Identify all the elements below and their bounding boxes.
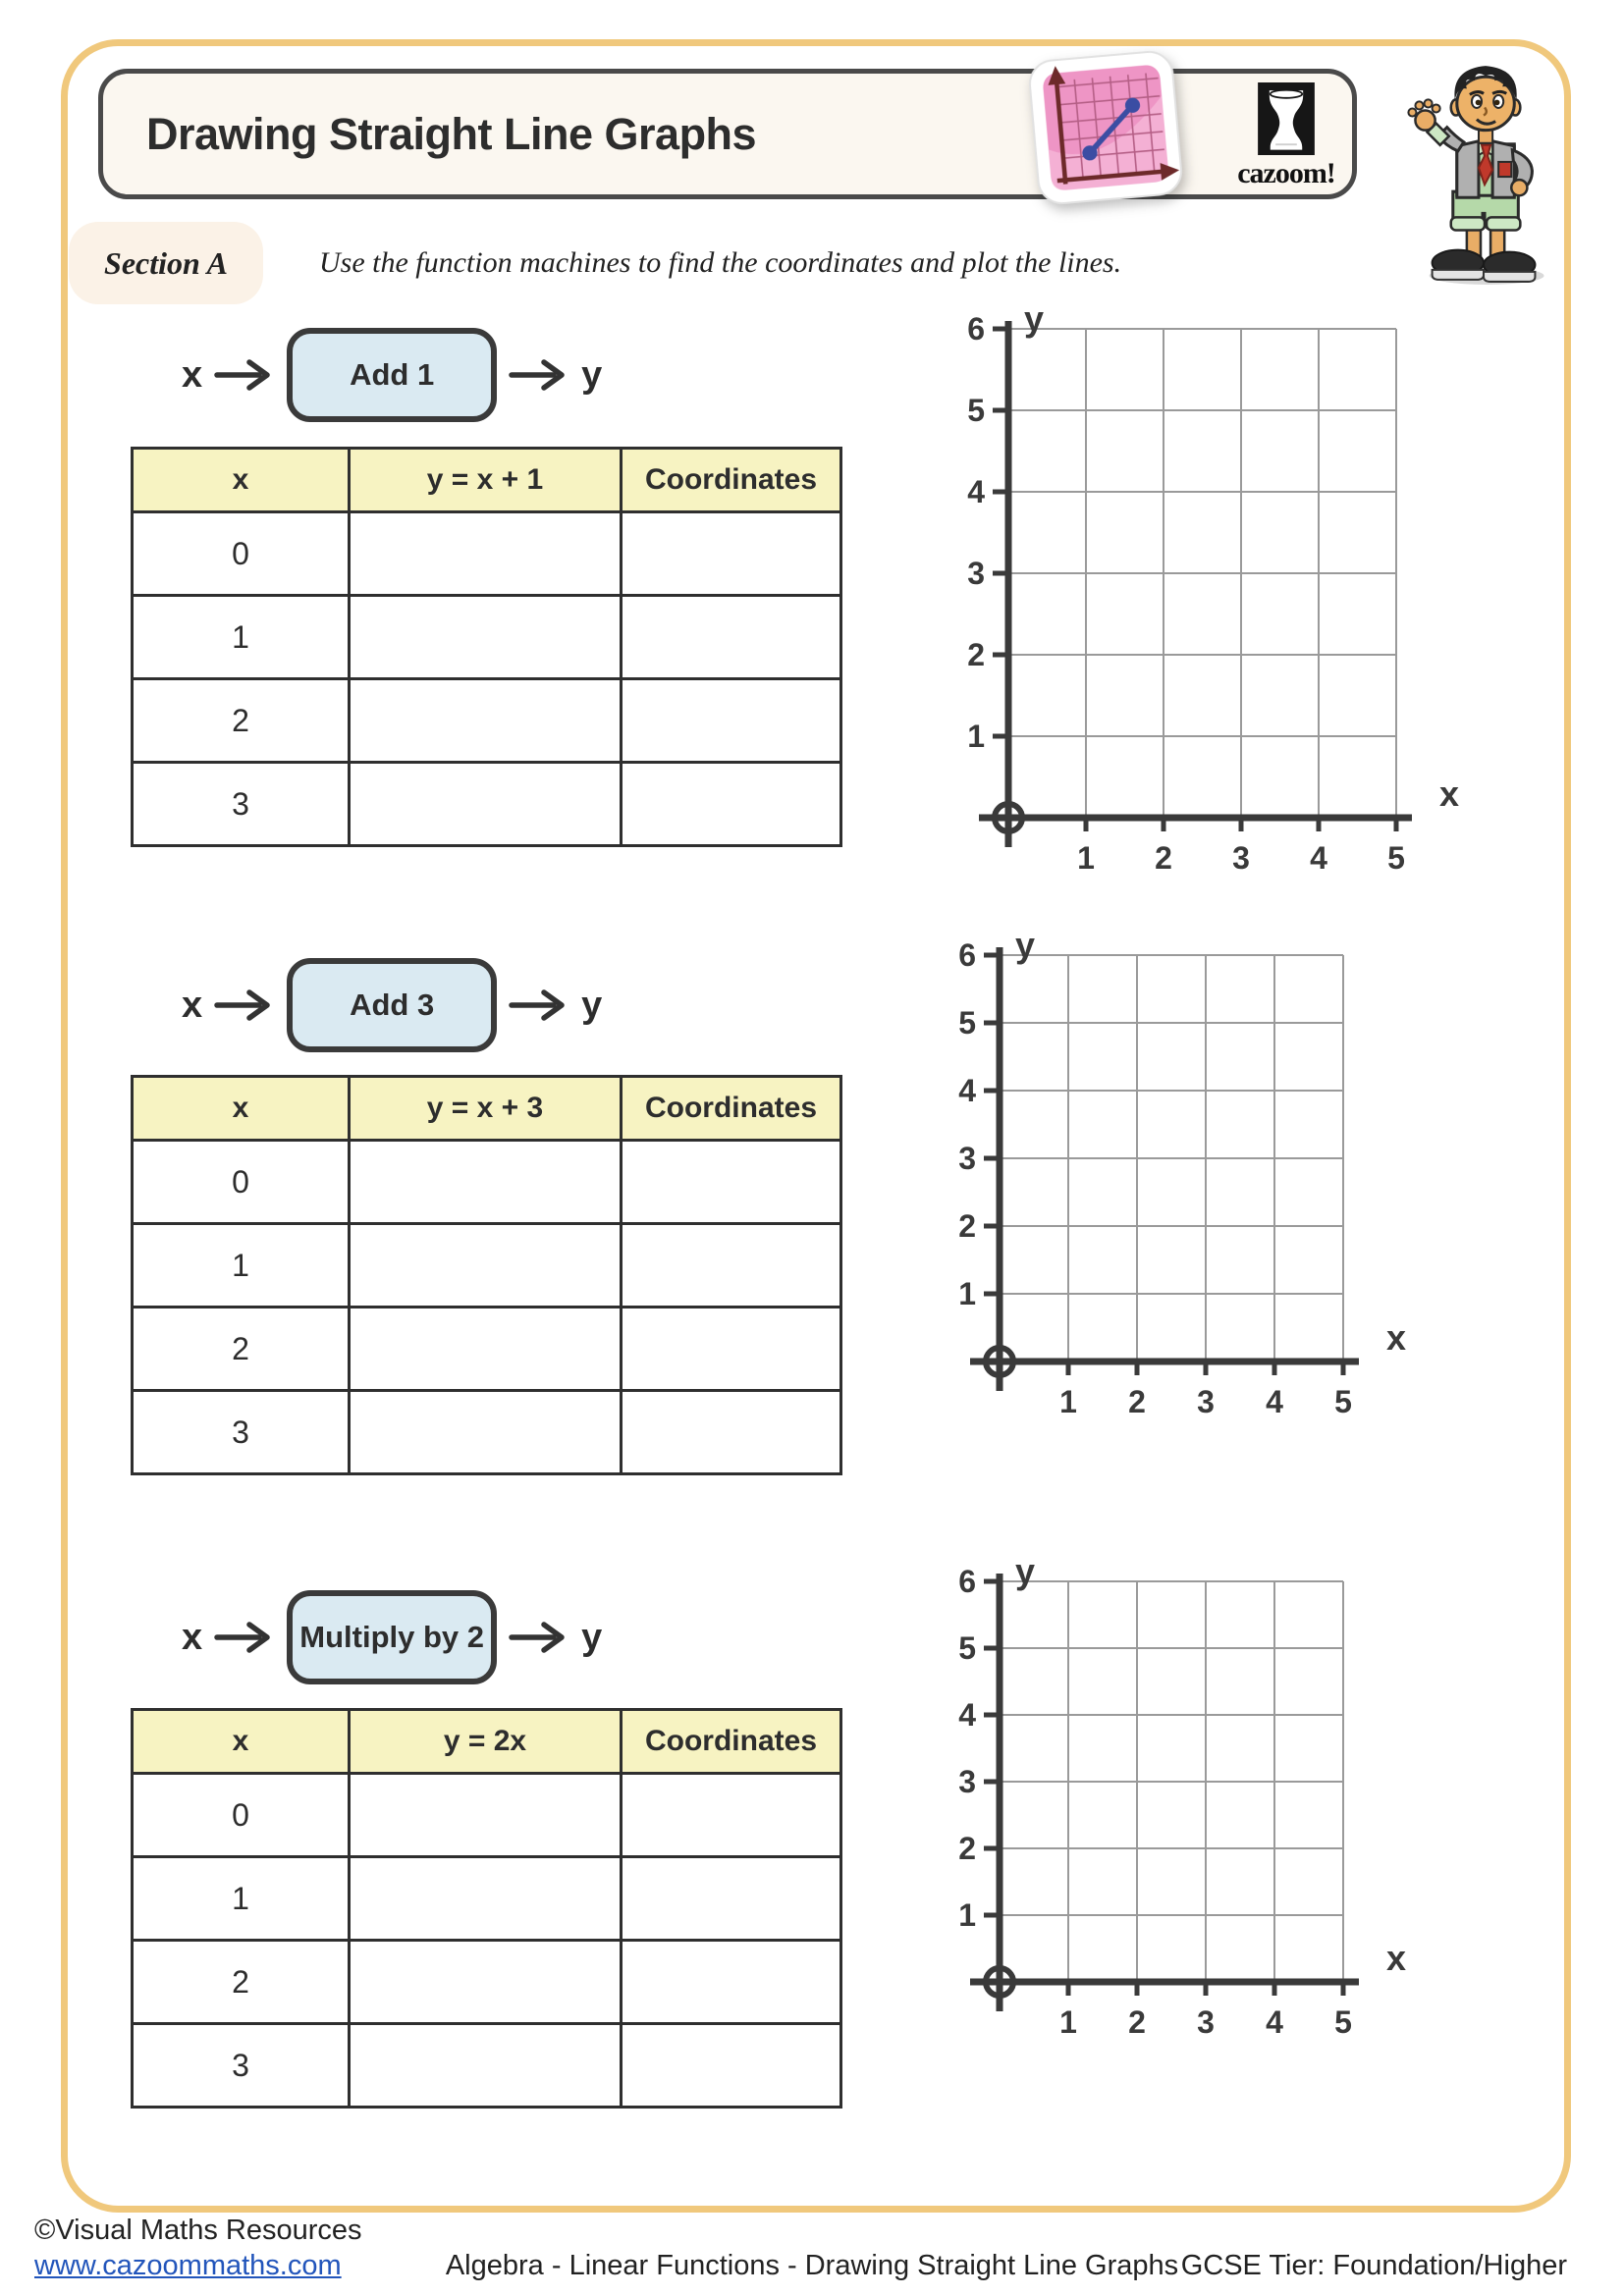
function-machine-box — [287, 1590, 497, 1684]
answer-cell-empty — [622, 1941, 841, 2024]
svg-text:2: 2 — [958, 1208, 976, 1244]
table-row — [133, 1391, 841, 1474]
coordinate-grid-1 — [964, 301, 1473, 879]
table-row — [133, 1774, 841, 1857]
svg-text:x: x — [1439, 774, 1460, 814]
svg-text:1: 1 — [1077, 840, 1095, 876]
answer-cell-empty — [350, 1941, 622, 2024]
svg-text:5: 5 — [967, 393, 985, 428]
svg-text:2: 2 — [1155, 840, 1172, 876]
boy-mascot-illustration — [1392, 51, 1567, 289]
svg-text:1: 1 — [1059, 1384, 1077, 1419]
drum-icon — [1258, 82, 1315, 155]
column-header-x: x — [133, 449, 350, 512]
svg-text:4: 4 — [958, 1697, 976, 1733]
column-header-coordinates: Coordinates — [622, 1710, 841, 1774]
machine-input-label: x — [182, 1616, 203, 1658]
answer-cell-empty — [350, 763, 622, 846]
svg-text:y: y — [1015, 1554, 1036, 1591]
table-header-row — [133, 1077, 841, 1141]
answer-cell-empty — [350, 1224, 622, 1308]
x-value-cell: 0 — [133, 1774, 350, 1857]
x-value-cell: 3 — [133, 1391, 350, 1474]
svg-text:3: 3 — [958, 1764, 976, 1799]
table-row — [133, 1224, 841, 1308]
table-header-row — [133, 449, 841, 512]
svg-text:5: 5 — [1334, 2004, 1352, 2040]
answer-cell-empty — [622, 512, 841, 596]
answer-cell-empty — [622, 1308, 841, 1391]
svg-text:x: x — [1386, 1938, 1407, 1978]
column-header-x: x — [133, 1077, 350, 1141]
machine-output-label: y — [581, 984, 603, 1026]
coordinate-grid-3 — [955, 1554, 1420, 2043]
answer-cell-empty — [350, 2024, 622, 2108]
answer-cell-empty — [350, 1857, 622, 1941]
svg-text:1: 1 — [1059, 2004, 1077, 2040]
svg-text:4: 4 — [967, 474, 985, 509]
machine-input-label: x — [182, 984, 203, 1026]
svg-text:2: 2 — [958, 1831, 976, 1866]
table-row — [133, 763, 841, 846]
svg-text:2: 2 — [1128, 2004, 1146, 2040]
copyright-text: ©Visual Maths Resources — [34, 2215, 362, 2246]
x-value-cell: 2 — [133, 1941, 350, 2024]
machine-operation-label: Multiply by 2 — [299, 1620, 485, 1654]
column-header-rule: y = 2x — [350, 1710, 622, 1774]
svg-text:5: 5 — [958, 1005, 976, 1041]
page-title: Drawing Straight Line Graphs — [146, 108, 757, 159]
table-row — [133, 1141, 841, 1224]
svg-text:5: 5 — [1387, 840, 1405, 876]
machine-output-label: y — [581, 353, 603, 396]
table-row — [133, 1941, 841, 2024]
answer-cell-empty — [622, 679, 841, 763]
values-table-1 — [131, 447, 842, 847]
svg-text:4: 4 — [1266, 1384, 1283, 1419]
answer-cell-empty — [622, 2024, 841, 2108]
arrow-right-icon — [509, 355, 569, 395]
column-header-rule: y = x + 3 — [350, 1077, 622, 1141]
svg-text:y: y — [1024, 301, 1045, 339]
column-header-coordinates: Coordinates — [622, 1077, 841, 1141]
table-header-row — [133, 1710, 841, 1774]
section-label: Section A — [104, 244, 228, 281]
svg-text:y: y — [1015, 928, 1036, 965]
svg-text:6: 6 — [967, 311, 985, 347]
svg-text:5: 5 — [958, 1630, 976, 1666]
answer-cell-empty — [622, 1224, 841, 1308]
svg-text:3: 3 — [967, 556, 985, 591]
column-header-coordinates: Coordinates — [622, 449, 841, 512]
svg-text:4: 4 — [1310, 840, 1327, 876]
svg-text:3: 3 — [1197, 2004, 1215, 2040]
machine-input-label: x — [182, 353, 203, 396]
svg-text:2: 2 — [967, 637, 985, 672]
section-badge — [69, 222, 263, 304]
function-machine-box — [287, 958, 497, 1052]
x-value-cell: 0 — [133, 512, 350, 596]
x-value-cell: 2 — [133, 679, 350, 763]
worksheet-topic-text: Algebra - Linear Functions - Drawing Straight Line Graphs — [445, 2250, 1179, 2281]
table-row — [133, 1857, 841, 1941]
svg-text:3: 3 — [1232, 840, 1250, 876]
svg-text:1: 1 — [967, 719, 985, 754]
answer-cell-empty — [622, 1391, 841, 1474]
values-table-2 — [131, 1075, 842, 1475]
function-machine-2 — [182, 958, 602, 1052]
cazoom-logo — [1222, 82, 1350, 190]
function-machine-1 — [182, 328, 602, 422]
x-value-cell: 0 — [133, 1141, 350, 1224]
table-row — [133, 2024, 841, 2108]
arrow-right-icon — [214, 355, 275, 395]
answer-cell-empty — [622, 763, 841, 846]
machine-operation-label: Add 3 — [350, 988, 435, 1022]
svg-text:6: 6 — [958, 937, 976, 973]
svg-text:6: 6 — [958, 1564, 976, 1599]
table-row — [133, 1308, 841, 1391]
x-value-cell: 1 — [133, 1224, 350, 1308]
svg-text:x: x — [1386, 1317, 1407, 1358]
website-link[interactable]: www.cazoommaths.com — [34, 2250, 342, 2281]
table-row — [133, 679, 841, 763]
function-machine-box — [287, 328, 497, 422]
table-row — [133, 596, 841, 679]
line-graph-sticker-icon — [1025, 47, 1187, 209]
answer-cell-empty — [350, 1141, 622, 1224]
answer-cell-empty — [350, 1308, 622, 1391]
answer-cell-empty — [350, 1391, 622, 1474]
svg-text:2: 2 — [1128, 1384, 1146, 1419]
column-header-x: x — [133, 1710, 350, 1774]
svg-text:4: 4 — [958, 1073, 976, 1108]
table-row — [133, 512, 841, 596]
svg-text:1: 1 — [958, 1276, 976, 1311]
arrow-right-icon — [509, 986, 569, 1025]
svg-text:3: 3 — [1197, 1384, 1215, 1419]
answer-cell-empty — [622, 1857, 841, 1941]
instruction-text: Use the function machines to find the coordinates and plot the lines. — [319, 246, 1122, 279]
arrow-right-icon — [214, 986, 275, 1025]
x-value-cell: 3 — [133, 2024, 350, 2108]
values-table-3 — [131, 1708, 842, 2109]
answer-cell-empty — [350, 679, 622, 763]
column-header-rule: y = x + 1 — [350, 449, 622, 512]
answer-cell-empty — [622, 1141, 841, 1224]
answer-cell-empty — [350, 512, 622, 596]
gcse-tier-text: GCSE Tier: Foundation/Higher — [1180, 2250, 1567, 2281]
answer-cell-empty — [622, 1774, 841, 1857]
svg-text:4: 4 — [1266, 2004, 1283, 2040]
x-value-cell: 1 — [133, 596, 350, 679]
machine-output-label: y — [581, 1616, 603, 1658]
x-value-cell: 2 — [133, 1308, 350, 1391]
machine-operation-label: Add 1 — [350, 357, 435, 392]
svg-text:3: 3 — [958, 1141, 976, 1176]
x-value-cell: 3 — [133, 763, 350, 846]
arrow-right-icon — [214, 1618, 275, 1657]
line-graph-icon — [1025, 47, 1187, 209]
answer-cell-empty — [350, 596, 622, 679]
svg-text:1: 1 — [958, 1897, 976, 1933]
brand-name: cazoom! — [1237, 157, 1335, 189]
function-machine-3 — [182, 1590, 602, 1684]
answer-cell-empty — [350, 1774, 622, 1857]
answer-cell-empty — [622, 596, 841, 679]
svg-text:5: 5 — [1334, 1384, 1352, 1419]
x-value-cell: 1 — [133, 1857, 350, 1941]
arrow-right-icon — [509, 1618, 569, 1657]
coordinate-grid-2 — [955, 928, 1420, 1422]
